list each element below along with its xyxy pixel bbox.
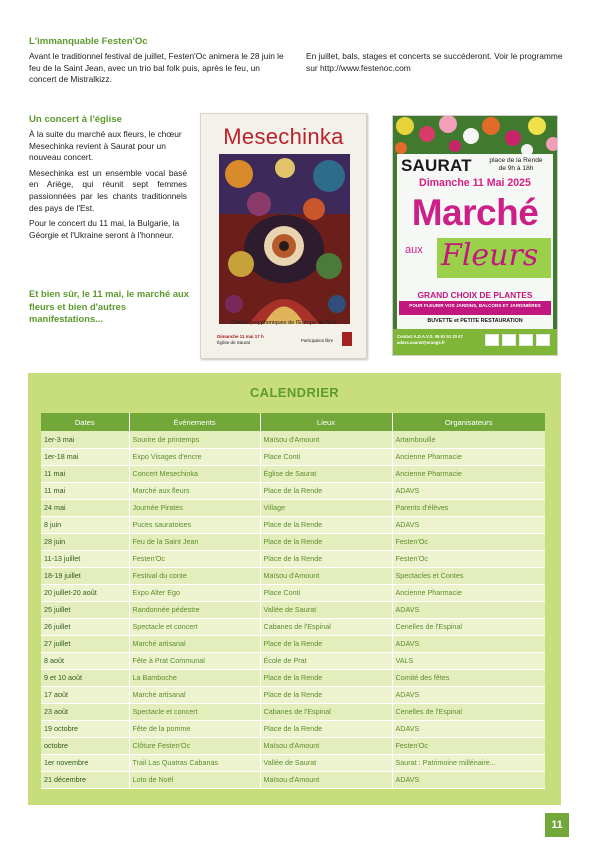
cell-organizer: Cenelles de l'Espinal: [392, 618, 545, 635]
poster-contact: [397, 334, 485, 345]
cell-place: Église de Saurat: [260, 465, 392, 482]
calendar-header-row: [41, 413, 545, 431]
cell-place: Place de la Rende: [260, 550, 392, 567]
cell-date: 1er-3 mai: [41, 431, 129, 448]
cell-date: 27 juillet: [41, 635, 129, 652]
table-row: [41, 516, 545, 533]
poster-ticket: Participation libre: [301, 338, 334, 343]
table-row: [41, 720, 545, 737]
cell-place: Place Conti: [260, 448, 392, 465]
table-row: [41, 601, 545, 618]
poster-contact-email: adavs.saurat@orange.fr: [397, 339, 445, 345]
cell-event: Puces sauratoises: [129, 516, 260, 533]
table-row: [41, 533, 545, 550]
cell-organizer: ADAVS: [392, 720, 545, 737]
poster-date: Dimanche 11 Mai 2025: [419, 177, 531, 189]
cell-event: Expo Visages d'encre: [129, 448, 260, 465]
cell-date: 17 août: [41, 686, 129, 703]
cell-organizer: Ancienne Pharmacie: [392, 465, 545, 482]
table-row: [41, 669, 545, 686]
table-row: [41, 686, 545, 703]
cell-event: Sourire de printemps: [129, 431, 260, 448]
table-row: [41, 431, 545, 448]
cell-date: 1er novembre: [41, 754, 129, 771]
table-row: [41, 635, 545, 652]
cell-organizer: Parents d'élèves: [392, 499, 545, 516]
poster-subtitle: Chants polyphoniques de l'Europe de l'Est: [231, 320, 336, 326]
sponsor-logo: [536, 334, 550, 346]
cell-event: Trail Las Quatras Cabanas: [129, 754, 260, 771]
cell-organizer: VALS: [392, 652, 545, 669]
cell-date: 11-13 juillet: [41, 550, 129, 567]
calendar-table: [41, 413, 545, 789]
cell-place: Place de la Rende: [260, 516, 392, 533]
header-places: Lieux: [260, 413, 392, 431]
cell-organizer: ADAVS: [392, 771, 545, 788]
poster-contact-phone: Contact A.D.A.V.S. 06 61 51 33 47: [397, 334, 463, 339]
sponsor-logo: [519, 334, 533, 346]
cell-date: 11 mai: [41, 482, 129, 499]
festenoc-program-paragraph: En juillet, bals, stages et concerts se succéderont. Voir le programme sur http://www.festenoc.com: [306, 51, 563, 73]
cell-place: Place de la Rende: [260, 720, 392, 737]
cell-date: 1er-18 mai: [41, 448, 129, 465]
calendar-panel: [28, 373, 561, 805]
poster-place-line2: de 9h à 18h: [498, 165, 534, 172]
cell-date: 20 juillet-20 août: [41, 584, 129, 601]
cell-date: 25 juillet: [41, 601, 129, 618]
cell-organizer: Spectacles et Contes: [392, 567, 545, 584]
poster-buvette: BUVETTE et PETITE RESTAURATION: [427, 318, 523, 324]
cell-event: Randonnée pédestre: [129, 601, 260, 618]
cell-date: octobre: [41, 737, 129, 754]
cell-place: Maïsou d'Amount: [260, 737, 392, 754]
cell-place: Maïsou d'Amount: [260, 567, 392, 584]
cell-event: Marché artisanal: [129, 635, 260, 652]
poster-title-marche: Marché: [411, 192, 539, 233]
poster-title: Mesechinka: [223, 124, 344, 149]
cell-date: 28 juin: [41, 533, 129, 550]
cell-date: 19 octobre: [41, 720, 129, 737]
page-number: 11: [545, 813, 569, 837]
cell-place: Maïsou d'Amount: [260, 431, 392, 448]
header-dates: Dates: [41, 413, 129, 431]
poster-place: Église de Saurat: [217, 340, 251, 345]
cell-event: Clôture Festen'Oc: [129, 737, 260, 754]
cell-place: Place de la Rende: [260, 533, 392, 550]
closing-callout: Et bien sûr, le 11 mai, le marché aux fleurs et bien d'autres manifestations...: [29, 288, 189, 325]
calendar-title: CALENDRIER: [249, 385, 340, 400]
table-row: [41, 584, 545, 601]
cell-organizer: Comité des fêtes: [392, 669, 545, 686]
cell-place: Cabanes de l'Espinal: [260, 618, 392, 635]
festenoc-paragraph: Avant le traditionnel festival de juillet, Festen'Oc animera le 28 juin le feu de la Saint Jean, avec un trio bal folk puis, après le feu, un concert de Mistralkizz.: [29, 51, 284, 85]
table-row: [41, 550, 545, 567]
sponsor-logo: [485, 334, 499, 346]
cell-place: Vallée de Saurat: [260, 754, 392, 771]
cell-place: Vallée de Saurat: [260, 601, 392, 618]
cell-event: Fête de la pomme: [129, 720, 260, 737]
cell-organizer: Festen'Oc: [392, 550, 545, 567]
cell-date: 23 août: [41, 703, 129, 720]
cell-place: École de Prat: [260, 652, 392, 669]
cell-organizer: ADAVS: [392, 635, 545, 652]
cell-place: Maïsou d'Amount: [260, 771, 392, 788]
header-organizers: Organisateurs: [392, 413, 545, 431]
cell-event: Festival du conte: [129, 567, 260, 584]
cell-organizer: ADAVS: [392, 516, 545, 533]
header-events: Événements: [129, 413, 260, 431]
cell-event: Concert Mesechinka: [129, 465, 260, 482]
cell-organizer: Ancienne Pharmacie: [392, 584, 545, 601]
cell-event: Loto de Noël: [129, 771, 260, 788]
cell-date: 11 mai: [41, 465, 129, 482]
cell-place: Place Conti: [260, 584, 392, 601]
cell-organizer: Cenelles de l'Espinal: [392, 703, 545, 720]
concert-paragraph-3: Pour le concert du 11 mai, la Bulgarie, la Géorgie et l'Ukraine seront à l'honneur.: [29, 218, 180, 240]
cell-date: 8 août: [41, 652, 129, 669]
cell-organizer: Ancienne Pharmacie: [392, 448, 545, 465]
cell-organizer: Saurat : Patrimoine millénaire...: [392, 754, 545, 771]
table-row: [41, 499, 545, 516]
cell-place: Village: [260, 499, 392, 516]
cell-place: Place de la Rende: [260, 635, 392, 652]
cell-organizer: ADAVS: [392, 601, 545, 618]
cell-organizer: ADAVS: [392, 686, 545, 703]
cell-organizer: Festen'Oc: [392, 737, 545, 754]
cell-event: Fête à Prat Communal: [129, 652, 260, 669]
folk-art-illustration: [219, 154, 350, 324]
cell-place: Cabanes de l'Espinal: [260, 703, 392, 720]
table-row: [41, 737, 545, 754]
marche-aux-fleurs-poster: [392, 115, 558, 356]
cell-date: 26 juillet: [41, 618, 129, 635]
cell-event: Expo Alter Ego: [129, 584, 260, 601]
cell-organizer: Artambouille: [392, 431, 545, 448]
poster-place-line1: place de la Rende: [489, 157, 543, 164]
poster-place: [479, 157, 553, 173]
table-row: [41, 652, 545, 669]
cell-date: 21 décembre: [41, 771, 129, 788]
cell-date: 9 et 10 août: [41, 669, 129, 686]
cell-event: Spectacle et concert: [129, 618, 260, 635]
cell-event: Feu de la Saint Jean: [129, 533, 260, 550]
cell-place: Place de la Rende: [260, 482, 392, 499]
table-row: [41, 465, 545, 482]
cell-event: Marché aux fleurs: [129, 482, 260, 499]
mesechinka-poster: [200, 113, 367, 359]
table-row: [41, 482, 545, 499]
concert-heading: Un concert à l'église: [29, 114, 122, 125]
poster-subtagline: POUR FLEURIR VOS JARDINS, BALCONS ET JARDINIÈRES: [399, 301, 551, 315]
poster-tagline: GRAND CHOIX DE PLANTES: [417, 290, 533, 300]
cell-event: Spectacle et concert: [129, 703, 260, 720]
cell-event: Journée Pirates: [129, 499, 260, 516]
cell-event: Marché artisanal: [129, 686, 260, 703]
cell-date: 24 mai: [41, 499, 129, 516]
cell-organizer: Festen'Oc: [392, 533, 545, 550]
poster-town: SAURAT: [401, 156, 472, 175]
festenoc-heading: L'immanquable Festen'Oc: [29, 36, 148, 47]
sponsor-logo: [502, 334, 516, 346]
cell-event: La Bamboche: [129, 669, 260, 686]
poster-title-aux: aux: [405, 244, 423, 256]
cell-place: Place de la Rende: [260, 686, 392, 703]
cell-place: Place de la Rende: [260, 669, 392, 686]
concert-paragraph-1: À la suite du marché aux fleurs, le chœur Mesechinka revient à Saurat pour un nouveau concert.: [29, 129, 182, 163]
concert-article: [29, 114, 187, 241]
table-row: [41, 448, 545, 465]
festenoc-article: [29, 36, 569, 86]
cell-event: Festen'Oc: [129, 550, 260, 567]
concert-paragraph-2: Mesechinka est un ensemble vocal basé en Ariège, qui réunit sept femmes passionnées par les chants traditionnels des pays de l'Est.: [29, 167, 187, 213]
cell-date: 18-19 juillet: [41, 567, 129, 584]
sponsor-logos: [485, 334, 550, 346]
poster-title-fleurs: Fleurs: [441, 238, 539, 273]
poster-logo: [342, 332, 352, 346]
cell-organizer: ADAVS: [392, 482, 545, 499]
table-row: [41, 618, 545, 635]
poster-date: Dimanche 11 mai 17 h: [217, 334, 264, 339]
table-row: [41, 771, 545, 788]
table-row: [41, 703, 545, 720]
cell-date: 8 juin: [41, 516, 129, 533]
table-row: [41, 754, 545, 771]
table-row: [41, 567, 545, 584]
